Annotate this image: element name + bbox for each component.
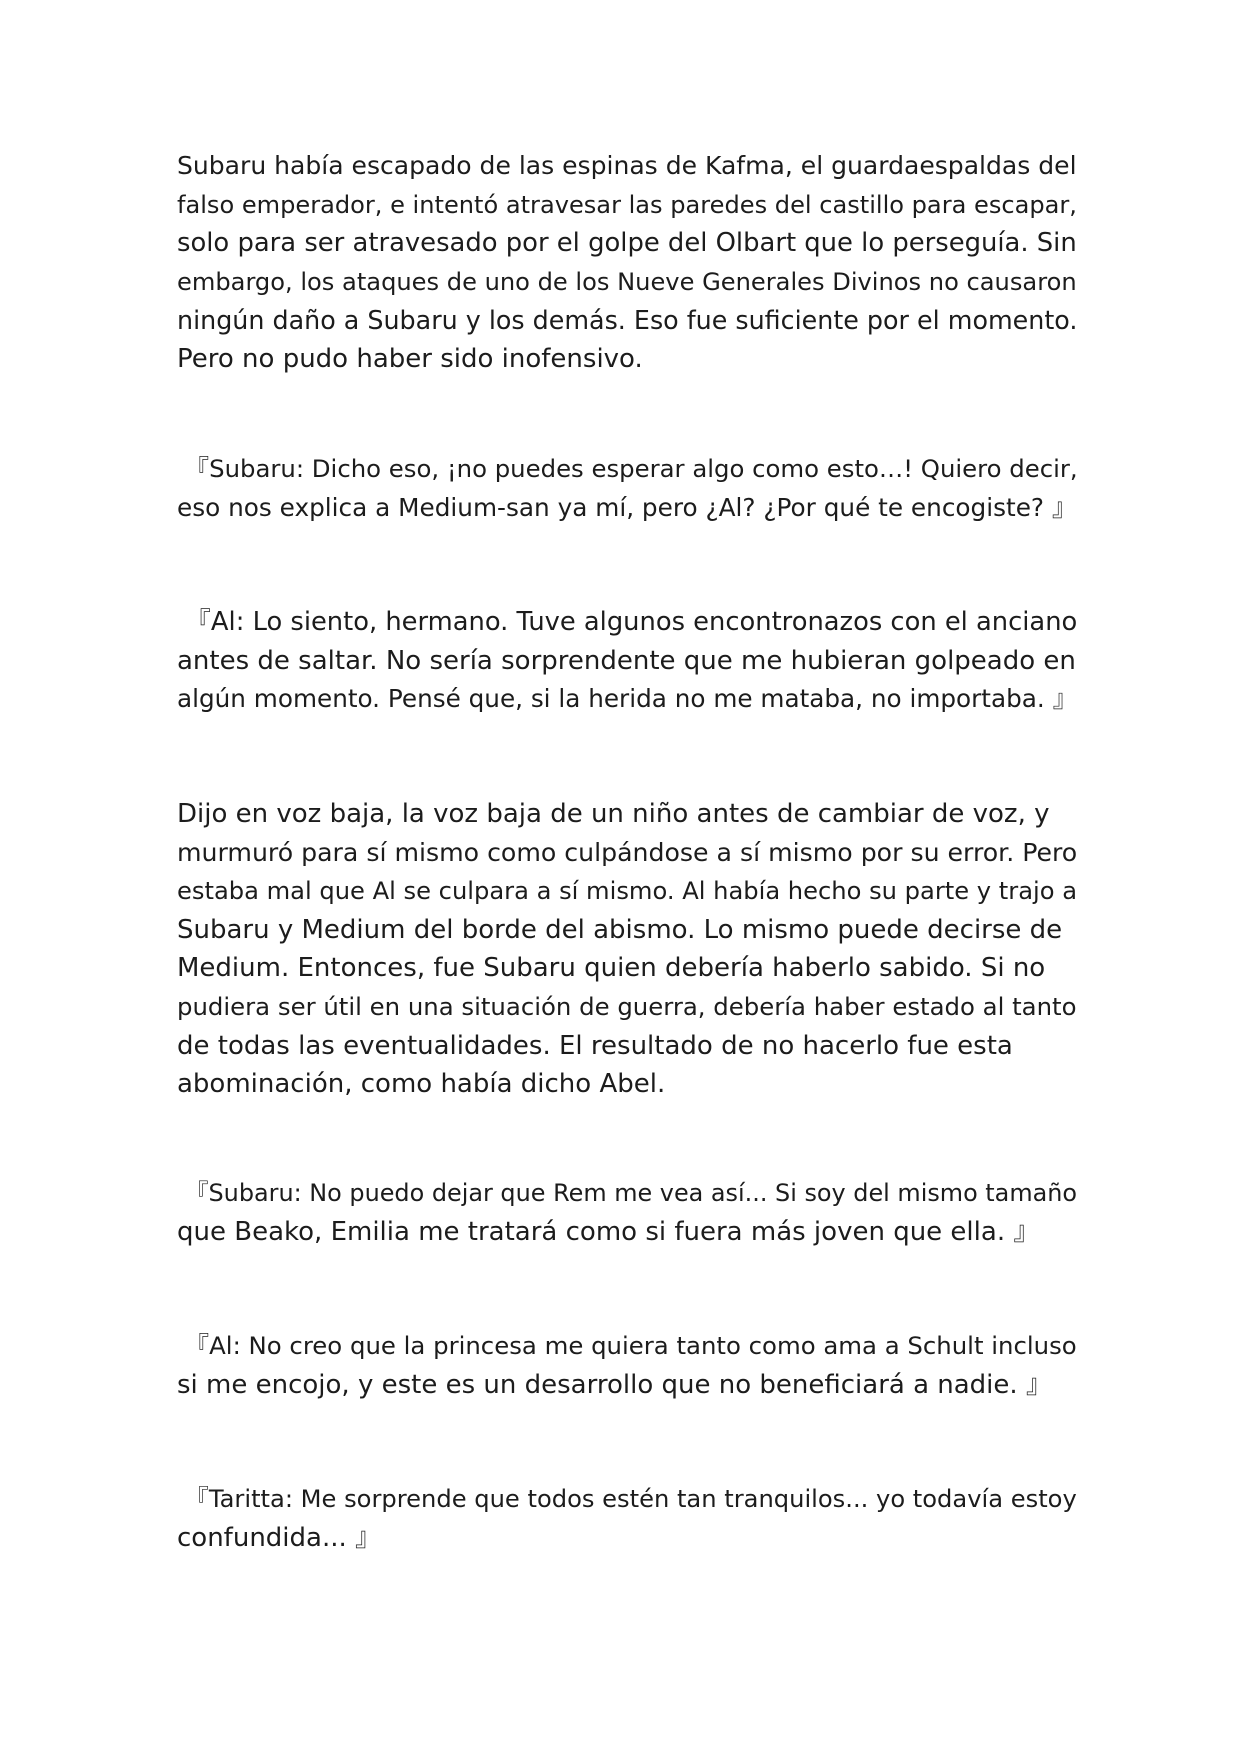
paragraph-narration-2 [177,795,1082,1104]
text-line: falso emperador, e intentó atravesar las paredes del castillo para escapar, [177,190,1077,219]
text-line: Subaru había escapado de las espinas de Kafma, el guardaespaldas del [177,151,1077,180]
text-line: abominación, como había dicho Abel. [177,1069,666,1100]
text-line: Medium. Entonces, fue Subaru quien debería haberlo sabido. Si no [177,953,1046,984]
text-line: Pero no pudo haber sido inofensivo. [177,343,643,374]
text-line: confundida... 』 [177,1522,382,1553]
text-line: murmuró para sí mismo como culpándose a sí mismo por su error. Pero [177,837,1078,867]
paragraph-dialogue-al-2 [177,1327,1082,1404]
text-line: si me encojo, y este es un desarrollo que no beneficiará a nadie. 』 [177,1369,1052,1400]
text-line: que Beako, Emilia me tratará como si fuera más joven que ella. 』 [177,1216,1040,1247]
text-line: pudiera ser útil en una situación de guerra, debería haber estado al tanto [177,991,1077,1021]
text-line: 『Al: No creo que la princesa me quiera tanto como ama a Schult incluso [177,1331,1077,1360]
paragraph-dialogue-subaru-1 [177,450,1082,527]
text-line: 『Subaru: Dicho eso, ¡no puedes esperar algo como esto…! Quiero decir, [177,454,1078,483]
text-line: ningún daño a Subaru y los demás. Eso fue suficiente por el momento. [177,305,1078,336]
text-line: Subaru y Medium del borde del abismo. Lo mismo puede decirse de [177,914,1063,945]
text-line: algún momento. Pensé que, si la herida no me mataba, no importaba. 』 [177,684,1078,714]
paragraph-narration-1 [177,147,1082,379]
text-line: embargo, los ataques de uno de los Nueve Generales Divinos no causaron [177,267,1077,296]
text-line: estaba mal que Al se culpara a sí mismo. Al había hecho su parte y trajo a [177,877,1078,906]
text-line: solo para ser atravesado por el golpe del Olbart que lo perseguía. Sin [177,228,1077,259]
paragraph-dialogue-taritta [177,1480,1082,1557]
paragraph-dialogue-subaru-2 [177,1174,1082,1251]
text-line: Dijo en voz baja, la voz baja de un niño antes de cambiar de voz, y [177,799,1050,829]
text-line: 『Taritta: Me sorprende que todos estén tan tranquilos... yo todavía estoy [177,1485,1077,1513]
text-line: de todas las eventualidades. El resultado de no hacerlo fue esta [177,1030,1013,1061]
text-line: 『Subaru: No puedo dejar que Rem me vea así... Si soy del mismo tamaño [177,1179,1078,1207]
text-line: antes de saltar. No sería sorprendente que me hubieran golpeado en [177,645,1076,676]
text-line: 『Al: Lo siento, hermano. Tuve algunos encontronazos con el anciano [177,607,1078,637]
paragraph-dialogue-al-1 [177,603,1082,719]
text-line: eso nos explica a Medium-san ya mí, pero ¿Al? ¿Por qué te encogiste? 』 [177,492,1077,522]
